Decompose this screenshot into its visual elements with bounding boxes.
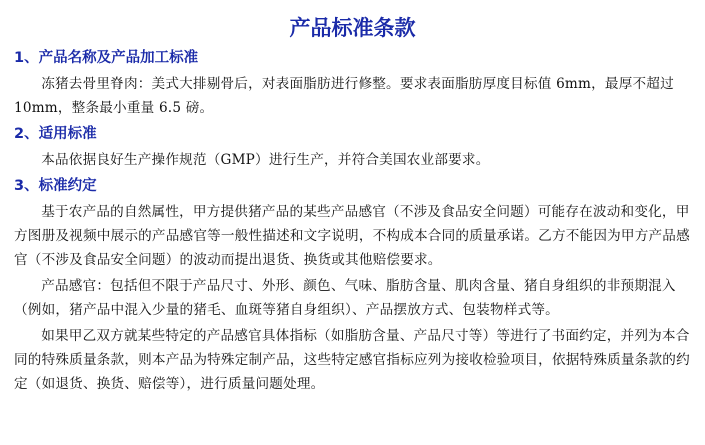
paragraph: 基于农产品的自然属性，甲方提供猪产品的某些产品感官（不涉及食品安全问题）可能存在波动和变化，甲方图册及视频中展示的产品感官等一般性描述和文字说明，不构成本合同的质量承诺。乙方不能因为甲方产品感官（不涉及食品安全问题）的波动而提出退货、换货或其他赔偿要求。 xyxy=(14,204,690,268)
paragraph: 冻猪去骨里脊肉：美式大排剔骨后，对表面脂肪进行修整。要求表面脂肪厚度目标值 6mm，最厚不超过 10mm，整条最小重量 6.5 磅。 xyxy=(14,76,674,116)
section-product-standard xyxy=(14,46,691,120)
section-heading: 1、产品名称及产品加工标准 xyxy=(14,50,199,66)
paragraph: 如果甲乙双方就某些特定的产品感官具体指标（如脂肪含量、产品尺寸等）等进行了书面约定，并列为本合同的特殊质量条款，则本产品为特殊定制产品，这些特定感官指标应列为接收检验项目，依据特殊质量条款的约定（如退货、换货、赔偿等），进行质量问题处理。 xyxy=(14,328,690,392)
section-heading: 3、标准约定 xyxy=(14,178,97,194)
section-heading: 2、适用标准 xyxy=(14,126,97,142)
document-title: 产品标准条款 xyxy=(289,16,416,40)
paragraph: 本品依据良好生产操作规范（GMP）进行生产，并符合美国农业部要求。 xyxy=(41,152,490,168)
section-standard-agreement xyxy=(14,174,691,396)
paragraph: 产品感官：包括但不限于产品尺寸、外形、颜色、气味、脂肪含量、肌肉含量、猪自身组织的非预期混入（例如，猪产品中混入少量的猪毛、血斑等猪自身组织）、产品摆放方式、包装物样式等。 xyxy=(14,278,676,318)
section-applicable-standard xyxy=(14,122,691,172)
